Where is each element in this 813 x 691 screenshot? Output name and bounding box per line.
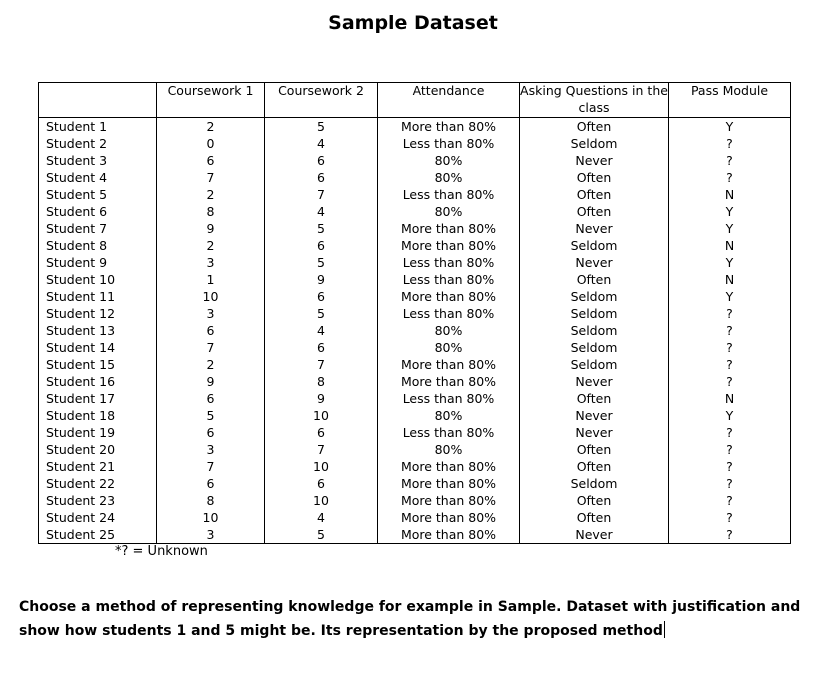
cell-attendance: 80% [378,322,520,339]
cell-asking-questions: Never [520,373,669,390]
cell-asking-questions: Seldom [520,288,669,305]
cell-coursework-2: 6 [265,339,378,356]
table-row [39,322,791,339]
cell-student: Student 7 [39,220,157,237]
cell-pass-module: ? [669,135,791,152]
cell-asking-questions: Seldom [520,339,669,356]
cell-pass-module: ? [669,492,791,509]
cell-asking-questions: Often [520,390,669,407]
cell-student: Student 22 [39,475,157,492]
cell-attendance: More than 80% [378,526,520,544]
cell-coursework-1: 8 [157,203,265,220]
cell-asking-questions: Never [520,254,669,271]
cell-pass-module: ? [669,475,791,492]
cell-attendance: More than 80% [378,356,520,373]
cell-coursework-2: 10 [265,407,378,424]
table-row [39,135,791,152]
header-coursework-1: Coursework 1 [157,83,265,118]
cell-pass-module: Y [669,203,791,220]
cell-student: Student 13 [39,322,157,339]
cell-attendance: 80% [378,203,520,220]
header-attendance: Attendance [378,83,520,118]
cell-attendance: Less than 80% [378,424,520,441]
cell-attendance: Less than 80% [378,254,520,271]
cell-coursework-1: 3 [157,305,265,322]
table-row [39,407,791,424]
cell-student: Student 24 [39,509,157,526]
cell-coursework-1: 3 [157,526,265,544]
table-row [39,390,791,407]
table-row [39,288,791,305]
table-row [39,254,791,271]
cell-coursework-2: 7 [265,186,378,203]
cell-pass-module: ? [669,441,791,458]
cell-coursework-1: 2 [157,237,265,254]
cell-pass-module: N [669,186,791,203]
cell-pass-module: Y [669,220,791,237]
cell-coursework-2: 7 [265,356,378,373]
table-row [39,118,791,136]
cell-coursework-1: 2 [157,356,265,373]
cell-asking-questions: Often [520,169,669,186]
cell-attendance: More than 80% [378,458,520,475]
cell-attendance: More than 80% [378,118,520,136]
cell-coursework-2: 4 [265,203,378,220]
cell-coursework-2: 5 [265,254,378,271]
cell-coursework-2: 7 [265,441,378,458]
cell-asking-questions: Never [520,220,669,237]
cell-coursework-2: 6 [265,152,378,169]
cell-student: Student 15 [39,356,157,373]
cell-student: Student 16 [39,373,157,390]
cell-asking-questions: Often [520,271,669,288]
cell-coursework-1: 6 [157,390,265,407]
cell-pass-module: ? [669,169,791,186]
cell-student: Student 3 [39,152,157,169]
table-row [39,458,791,475]
cell-attendance: 80% [378,441,520,458]
cell-pass-module: Y [669,254,791,271]
cell-pass-module: ? [669,322,791,339]
cell-coursework-1: 7 [157,339,265,356]
cell-coursework-1: 0 [157,135,265,152]
table-row [39,305,791,322]
cell-asking-questions: Seldom [520,322,669,339]
table-row [39,356,791,373]
cell-coursework-2: 5 [265,305,378,322]
cell-coursework-2: 5 [265,118,378,136]
cell-attendance: More than 80% [378,492,520,509]
cell-attendance: More than 80% [378,288,520,305]
cell-attendance: Less than 80% [378,135,520,152]
cell-attendance: Less than 80% [378,390,520,407]
footnote: *? = Unknown [115,544,208,559]
cell-coursework-1: 3 [157,441,265,458]
cell-pass-module: N [669,271,791,288]
cell-asking-questions: Seldom [520,305,669,322]
cell-asking-questions: Never [520,152,669,169]
cell-attendance: Less than 80% [378,305,520,322]
cell-asking-questions: Never [520,407,669,424]
cell-asking-questions: Often [520,118,669,136]
cell-student: Student 6 [39,203,157,220]
table-row [39,186,791,203]
cell-asking-questions: Often [520,186,669,203]
cell-asking-questions: Often [520,458,669,475]
cell-student: Student 25 [39,526,157,544]
table-row [39,169,791,186]
cell-pass-module: Y [669,407,791,424]
table-row [39,475,791,492]
table-row [39,339,791,356]
table-row [39,152,791,169]
cell-attendance: More than 80% [378,237,520,254]
cell-attendance: Less than 80% [378,186,520,203]
text-cursor [664,621,665,638]
question-text [19,595,809,643]
table-row [39,373,791,390]
cell-coursework-1: 2 [157,118,265,136]
cell-attendance: More than 80% [378,373,520,390]
cell-coursework-2: 6 [265,475,378,492]
cell-coursework-2: 6 [265,169,378,186]
cell-coursework-1: 2 [157,186,265,203]
cell-attendance: 80% [378,407,520,424]
table-row [39,492,791,509]
table-row [39,237,791,254]
cell-coursework-2: 5 [265,526,378,544]
cell-attendance: 80% [378,152,520,169]
cell-coursework-1: 3 [157,254,265,271]
cell-coursework-2: 5 [265,220,378,237]
cell-coursework-2: 4 [265,135,378,152]
header-pass-module: Pass Module [669,83,791,118]
cell-coursework-2: 9 [265,390,378,407]
cell-student: Student 11 [39,288,157,305]
cell-coursework-1: 6 [157,475,265,492]
cell-student: Student 10 [39,271,157,288]
cell-asking-questions: Seldom [520,237,669,254]
cell-attendance: More than 80% [378,509,520,526]
header-student [39,83,157,118]
table-row [39,441,791,458]
cell-coursework-1: 10 [157,288,265,305]
cell-student: Student 23 [39,492,157,509]
cell-coursework-1: 7 [157,458,265,475]
cell-student: Student 12 [39,305,157,322]
cell-student: Student 9 [39,254,157,271]
cell-coursework-1: 6 [157,424,265,441]
table-row [39,424,791,441]
cell-pass-module: ? [669,339,791,356]
cell-pass-module: ? [669,424,791,441]
cell-asking-questions: Often [520,441,669,458]
cell-student: Student 20 [39,441,157,458]
cell-coursework-1: 7 [157,169,265,186]
cell-coursework-1: 10 [157,509,265,526]
cell-student: Student 17 [39,390,157,407]
table-row [39,220,791,237]
table-row [39,509,791,526]
cell-attendance: 80% [378,169,520,186]
cell-student: Student 4 [39,169,157,186]
cell-attendance: 80% [378,339,520,356]
cell-attendance: More than 80% [378,475,520,492]
cell-pass-module: Y [669,288,791,305]
cell-pass-module: N [669,390,791,407]
cell-pass-module: ? [669,526,791,544]
cell-asking-questions: Seldom [520,475,669,492]
header-asking-questions: Asking Questions in the class [520,83,669,118]
cell-asking-questions: Seldom [520,135,669,152]
cell-coursework-2: 10 [265,492,378,509]
cell-coursework-1: 8 [157,492,265,509]
cell-coursework-2: 6 [265,237,378,254]
cell-asking-questions: Often [520,203,669,220]
cell-attendance: Less than 80% [378,271,520,288]
cell-student: Student 18 [39,407,157,424]
cell-coursework-1: 5 [157,407,265,424]
cell-coursework-1: 6 [157,152,265,169]
cell-coursework-2: 6 [265,424,378,441]
table-row [39,203,791,220]
cell-student: Student 2 [39,135,157,152]
cell-coursework-1: 6 [157,322,265,339]
cell-student: Student 21 [39,458,157,475]
cell-coursework-2: 4 [265,322,378,339]
cell-pass-module: N [669,237,791,254]
cell-coursework-2: 6 [265,288,378,305]
cell-pass-module: Y [669,118,791,136]
cell-pass-module: ? [669,458,791,475]
table-header-row [39,83,791,118]
cell-coursework-2: 8 [265,373,378,390]
cell-coursework-2: 9 [265,271,378,288]
cell-pass-module: ? [669,509,791,526]
cell-student: Student 8 [39,237,157,254]
cell-attendance: More than 80% [378,220,520,237]
cell-student: Student 14 [39,339,157,356]
table-row [39,526,791,544]
cell-asking-questions: Seldom [520,356,669,373]
cell-coursework-1: 9 [157,220,265,237]
cell-coursework-2: 10 [265,458,378,475]
cell-pass-module: ? [669,152,791,169]
cell-pass-module: ? [669,356,791,373]
cell-asking-questions: Often [520,509,669,526]
cell-student: Student 19 [39,424,157,441]
cell-asking-questions: Never [520,424,669,441]
question-body: Choose a method of representing knowledge for example in Sample. Dataset with justification and show how students 1 and 5 might be. Its representation by the proposed method [19,599,801,639]
header-coursework-2: Coursework 2 [265,83,378,118]
cell-pass-module: ? [669,305,791,322]
cell-coursework-1: 9 [157,373,265,390]
cell-coursework-1: 1 [157,271,265,288]
cell-asking-questions: Never [520,526,669,544]
table-row [39,271,791,288]
cell-asking-questions: Often [520,492,669,509]
cell-student: Student 5 [39,186,157,203]
cell-student: Student 1 [39,118,157,136]
cell-pass-module: ? [669,373,791,390]
cell-coursework-2: 4 [265,509,378,526]
page-title: Sample Dataset [328,12,498,34]
dataset-table [38,82,791,544]
